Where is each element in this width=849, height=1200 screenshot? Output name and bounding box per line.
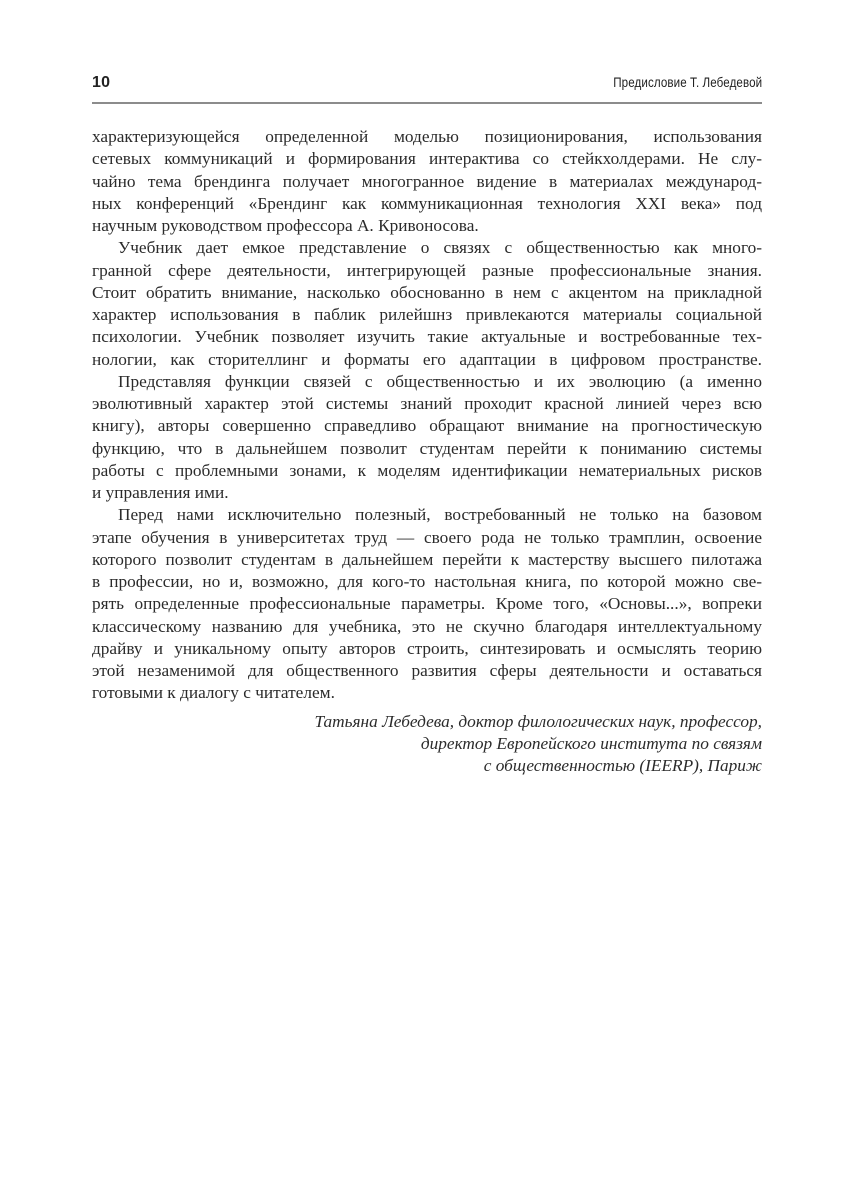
text-line: и управления ими. xyxy=(92,483,229,502)
text-line: рять определенные профессиональные параметры. Кроме того, «Основы...», вопреки xyxy=(92,594,762,614)
text-line: чайно тема брендинга получает многогранное видение в материалах международ- xyxy=(92,171,762,191)
signature-line: Татьяна Лебедева, доктор филологических наук, профессор, xyxy=(314,711,762,731)
paragraph-1 xyxy=(92,126,762,237)
text-line: Учебник дает емкое представление о связях с общественностью как много- xyxy=(118,238,762,258)
text-line: Перед нами исключительно полезный, востребованный не только на базовом xyxy=(118,505,762,525)
text-line: драйву и уникальному опыту авторов строить, синтезировать и осмыслять теорию xyxy=(92,638,762,658)
paragraph-2 xyxy=(92,237,762,371)
page-number: 10 xyxy=(92,74,111,91)
signature-line: директор Европейского института по связям xyxy=(420,733,762,753)
header-divider xyxy=(92,102,762,104)
text-line: ных конференций «Брендинг как коммуникационная технология XXI века» под xyxy=(92,193,762,213)
signature-line: с общественностью (IEERP), Париж xyxy=(483,756,762,775)
running-title: Предисловие Т. Лебедевой xyxy=(613,75,762,90)
text-line: этапе обучения в университетах труд — своего рода не только трамплин, освоение xyxy=(92,527,762,547)
text-line: эволютивный характер этой системы знаний проходит красной линией через всю xyxy=(92,394,762,413)
text-line: сетевых коммуникаций и формирования интерактива со стейкхолдерами. Не слу- xyxy=(92,149,762,169)
author-signature xyxy=(92,711,762,778)
text-line: работы с проблемными зонами, к моделям идентификации нематериальных рисков xyxy=(92,460,762,480)
text-line: функцию, что в дальнейшем позволит студентам перейти к пониманию системы xyxy=(92,438,762,458)
text-line: научным руководством профессора А. Кривоносова. xyxy=(92,216,479,235)
text-line: этой незаменимой для общественного развития сферы деятельности и оставаться xyxy=(92,661,762,680)
text-line: классическому названию для учебника, это не скучно благодаря интеллектуальному xyxy=(92,616,762,636)
text-line: книгу), авторы совершенно справедливо обращают внимание на прогностическую xyxy=(92,416,762,436)
paragraph-3 xyxy=(92,371,762,505)
text-line: которого позволит студентам в дальнейшем перейти к мастерству высшего пилотажа xyxy=(92,549,762,569)
text-line: Стоит обратить внимание, насколько обоснованно в нем с акцентом на прикладной xyxy=(92,282,762,302)
body-text xyxy=(92,126,762,705)
running-head xyxy=(92,74,762,100)
text-line: психологии. Учебник позволяет изучить такие актуальные и востребованные тех- xyxy=(92,327,762,347)
document-page xyxy=(92,74,762,777)
text-line: в профессии, но и, возможно, для кого-то настольная книга, по которой можно све- xyxy=(92,572,762,591)
text-line: Представляя функции связей с общественностью и их эволюцию (а именно xyxy=(118,371,762,391)
text-line: характеризующейся определенной моделью позиционирования, использования xyxy=(92,127,762,146)
text-line: характер использования в паблик рилейшнз привлекаются материалы социальной xyxy=(92,305,762,324)
text-line: готовыми к диалогу с читателем. xyxy=(92,683,335,703)
text-line: нологии, как сторителлинг и форматы его адаптации в цифровом пространстве. xyxy=(92,349,762,369)
text-line: гранной сфере деятельности, интегрирующей разные профессиональные знания. xyxy=(92,260,762,280)
paragraph-4 xyxy=(92,504,762,704)
